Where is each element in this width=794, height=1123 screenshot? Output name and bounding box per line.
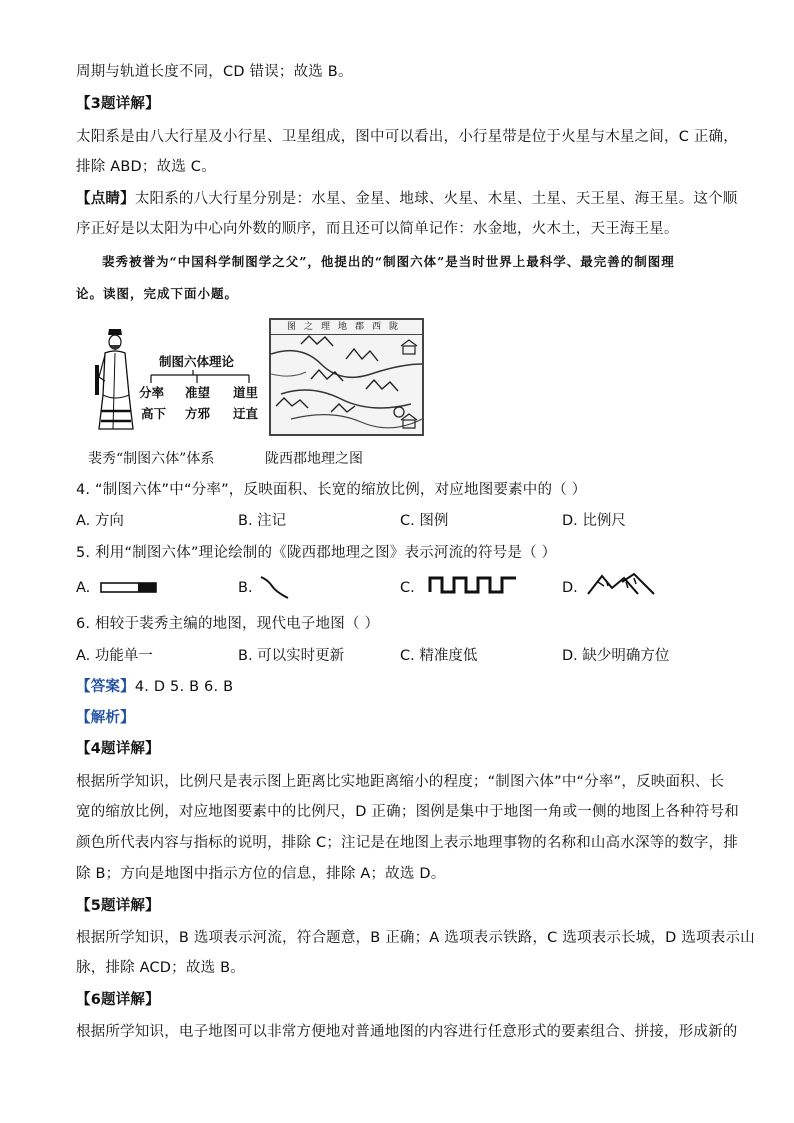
q4-option-c: C. 图例 <box>400 513 449 529</box>
figure-caption: 陇西郡地理之图 <box>265 451 363 467</box>
intro-line: 裴秀被誉为“中国科学制图学之父”，他提出的“制图六体”是当时世界上最科学、最完善的制图理 <box>102 254 675 269</box>
question-6-stem: 6. 相较于裴秀主编的地图，现代电子地图（ ） <box>76 616 380 632</box>
paragraph-line: 宽的缩放比例，对应地图要素中的比例尺，D 正确；图例是集中于地图一角或一侧的地图上各种符号和 <box>76 804 739 820</box>
question-5-stem: 5. 利用“制图六体”理论绘制的《陇西郡地理之图》表示河流的符号是（ ） <box>76 545 557 561</box>
map-title: 图之理地郡西陇 <box>271 320 422 335</box>
analysis-tag: 【解析】 <box>76 710 135 726</box>
question-4-stem: 4. “制图六体”中“分率”，反映面积、长宽的缩放比例，对应地图要素中的（ ） <box>76 482 587 498</box>
paragraph-line: 根据所学知识，比例尺是表示图上距离比实地距离缩小的程度；“制图六体”中“分率”，反映面积、长 <box>76 774 725 790</box>
tip-tag: 【点睛】 <box>76 191 135 207</box>
diagram-title: 制图六体理论 <box>159 354 235 369</box>
q6-option-a: A. 功能单一 <box>76 648 153 664</box>
q5-option-d-label: D. <box>562 580 578 596</box>
q5-option-b-label: B. <box>238 580 253 596</box>
great-wall-symbol-icon <box>428 574 520 596</box>
paragraph-line: 颜色所代表内容与指标的说明，排除 C；注记是在地图上表示地理事物的名称和山高水深等的数字，排 <box>76 835 738 851</box>
q6-option-d: D. 缺少明确方位 <box>562 648 670 664</box>
paragraph-line: 除 B；方向是地图中指示方位的信息，排除 A；故选 D。 <box>76 866 446 882</box>
map-terrain-drawing <box>271 334 422 434</box>
answer-text: 4. D 5. B 6. B <box>134 679 234 695</box>
section-heading-q6: 【6题详解】 <box>76 992 160 1008</box>
tip-text: 太阳系的八大行星分别是：水星、金星、地球、火星、木星、土星、天王星、海王星。这个顺 <box>134 191 738 207</box>
q4-option-b: B. 注记 <box>238 513 287 529</box>
q4-option-a: A. 方向 <box>76 513 124 529</box>
q6-option-c: C. 精准度低 <box>400 648 478 664</box>
principle-item: 道里 <box>233 385 259 400</box>
intro-line: 论。读图，完成下面小题。 <box>76 286 239 301</box>
paragraph-line: 周期与轨道长度不同，CD 错误；故选 B。 <box>76 64 353 80</box>
longxi-ancient-map-image <box>269 318 424 436</box>
answer-tag: 【答案】 <box>76 679 135 695</box>
pei-xiu-portrait-image <box>95 325 135 435</box>
railway-symbol-icon <box>100 578 158 596</box>
q4-option-d: D. 比例尺 <box>562 513 626 529</box>
paragraph-line: 根据所学知识，电子地图可以非常方便地对普通地图的内容进行任意形式的要素组合、拼接，形成新的 <box>76 1024 738 1040</box>
tip-line <box>76 189 738 209</box>
section-heading-q3: 【3题详解】 <box>76 96 160 112</box>
paragraph-line: 排除 ABD；故选 C。 <box>76 159 216 175</box>
mountain-range-symbol-icon <box>586 572 658 596</box>
principle-item: 高下 <box>141 406 167 421</box>
answer-line <box>76 677 233 697</box>
figure-caption: 裴秀“制图六体”体系 <box>88 451 215 467</box>
paragraph-line: 根据所学知识，B 选项表示河流，符合题意，B 正确；A 选项表示铁路，C 选项表示长城，D 选项表示山 <box>76 930 755 946</box>
six-principles-diagram <box>137 343 269 425</box>
section-heading-q5: 【5题详解】 <box>76 898 160 914</box>
q5-option-c-label: C. <box>400 580 415 596</box>
paragraph-line: 序正好是以太阳为中心向外数的顺序，而且还可以简单记作：水金地，火木土，天王海王星。 <box>76 221 679 237</box>
river-symbol-icon <box>258 574 292 600</box>
principle-item: 方邪 <box>185 406 211 421</box>
section-heading-q4: 【4题详解】 <box>76 741 160 757</box>
paragraph-line: 太阳系是由八大行星及小行星、卫星组成，图中可以看出，小行星带是位于火星与木星之间，C 正确， <box>76 129 738 145</box>
paragraph-line: 脉，排除 ACD；故选 B。 <box>76 960 245 976</box>
q6-option-b: B. 可以实时更新 <box>238 648 345 664</box>
principle-item: 迂直 <box>233 406 259 421</box>
principle-item: 分率 <box>139 385 165 400</box>
principle-item: 准望 <box>185 385 211 400</box>
q5-option-a-label: A. <box>76 580 91 596</box>
